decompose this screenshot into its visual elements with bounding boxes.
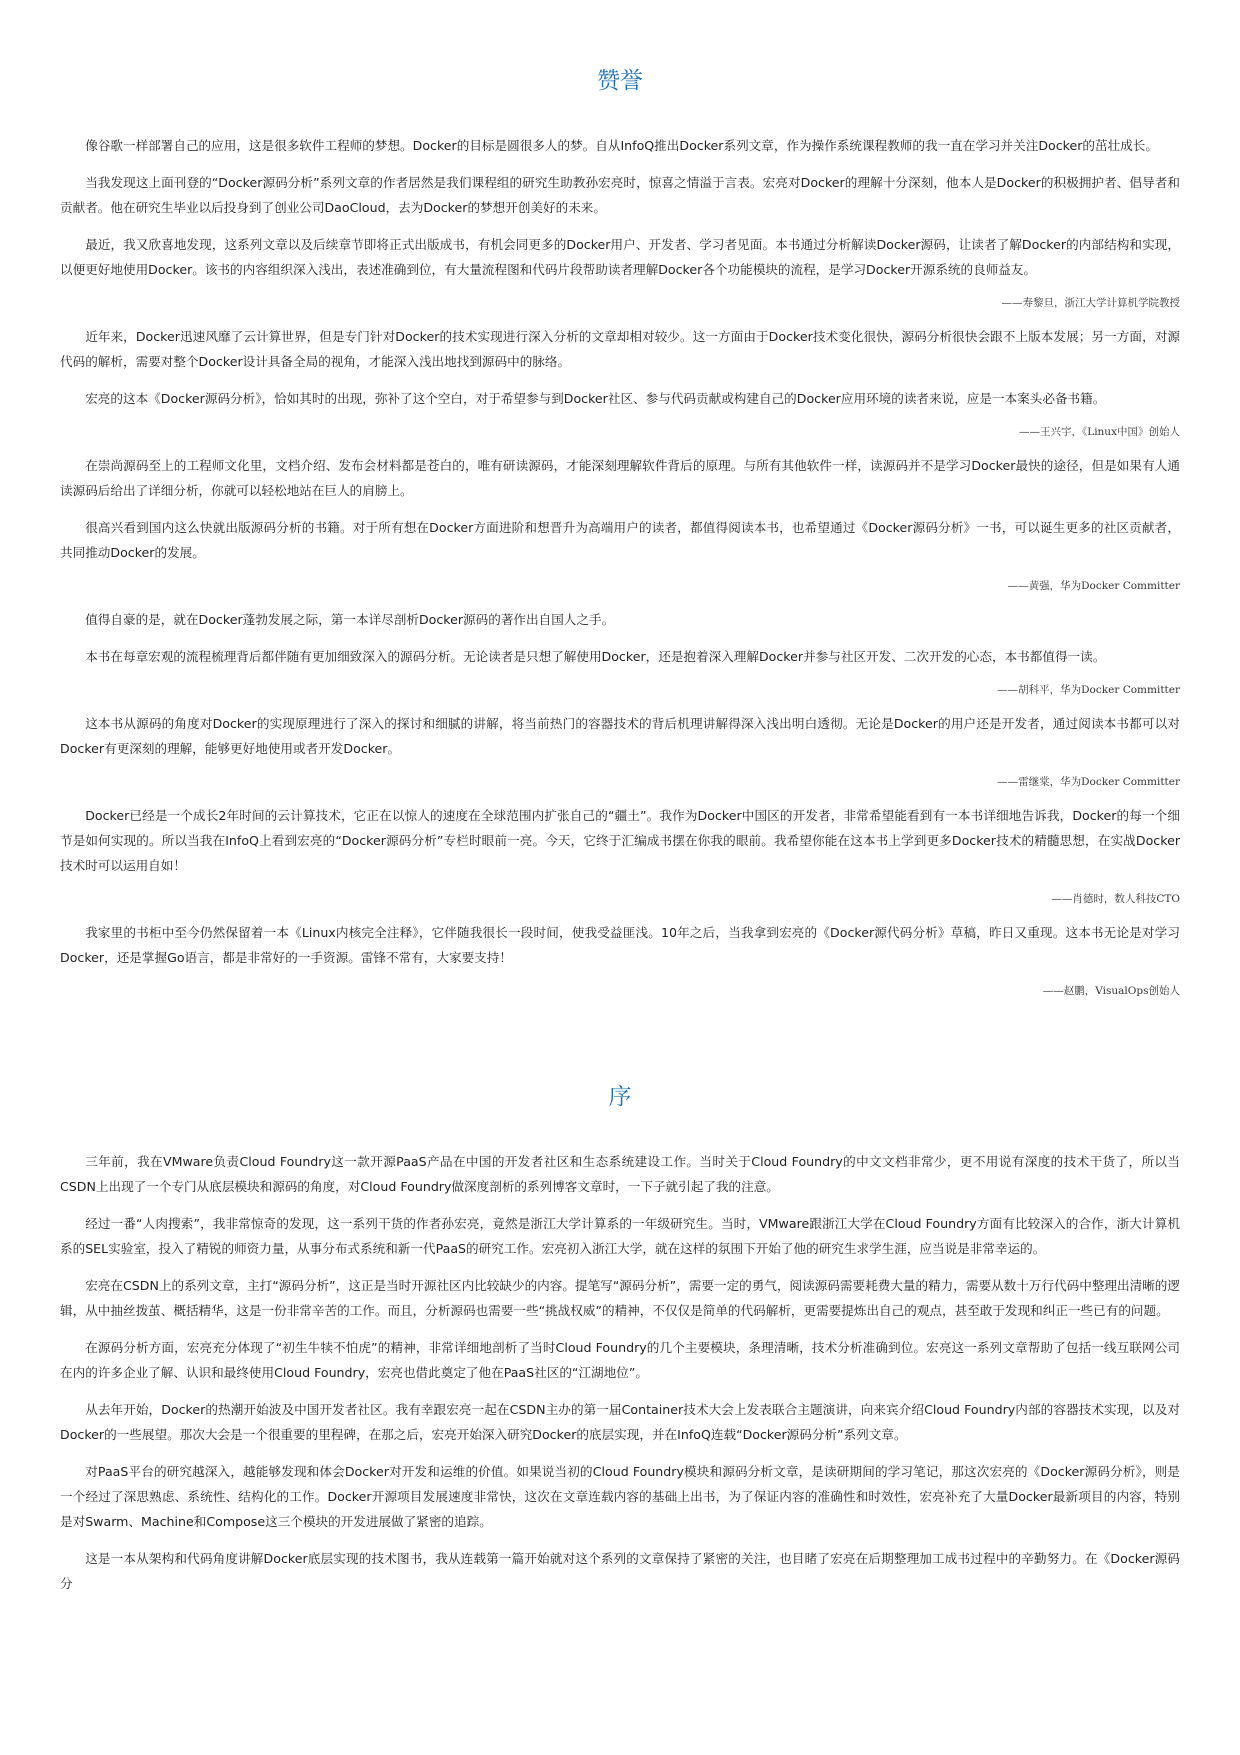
- praise-paragraph: 这本书从源码的角度对Docker的实现原理进行了深入的探讨和细腻的讲解，将当前热门的容器技术的背后机理讲解得深入浅出明白透彻。无论是Docker的用户还是开发者，通过阅读本书都可以对Docker有更深刻的理解，能够更好地使用或者开发Docker。: [60, 716, 1180, 756]
- praise-paragraph: 宏亮的这本《Docker源码分析》，恰如其时的出现，弥补了这个空白，对于希望参与到Docker社区、参与代码贡献或构建自己的Docker应用环境的读者来说，应是一本案头必备书籍。: [85, 391, 1106, 406]
- praise-group-2: [60, 324, 1180, 441]
- praise-group-3: [60, 453, 1180, 595]
- preface-paragraph: 从去年开始，Docker的热潮开始波及中国开发者社区。我有幸跟宏亮一起在CSDN主办的第一届Container技术大会上发表联合主题演讲，向来宾介绍Cloud Foundry内部的容器技术实现，以及对Docker的一些展望。那次大会是一个很重要的里程碑，在那之后，宏亮开始深入研究Docker的底层实现，并在InfoQ连载“Docker源码分析”系列文章。: [60, 1402, 1180, 1442]
- preface-heading: 序: [608, 1084, 632, 1110]
- preface-body: [60, 1149, 1180, 1596]
- praise-paragraph: 在崇尚源码至上的工程师文化里，文档介绍、发布会材料都是苍白的，唯有研读源码，才能深刻理解软件背后的原理。与所有其他软件一样，读源码并不是学习Docker最快的途径，但是如果有人通读源码后给出了详细分析，你就可以轻松地站在巨人的肩膀上。: [60, 458, 1180, 498]
- preface-paragraph: 这是一本从架构和代码角度讲解Docker底层实现的技术图书，我从连载第一篇开始就对这个系列的文章保持了紧密的关注，也目睹了宏亮在后期整理加工成书过程中的辛勤努力。在《Docker源码分: [60, 1551, 1180, 1591]
- praise-paragraph: 本书在每章宏观的流程梳理背后都伴随有更加细致深入的源码分析。无论读者是只想了解使用Docker，还是抱着深入理解Docker并参与社区开发、二次开发的心态，本书都值得一读。: [85, 649, 1106, 664]
- preface-paragraph: 在源码分析方面，宏亮充分体现了“初生牛犊不怕虎”的精神，非常详细地剖析了当时Cloud Foundry的几个主要模块，条理清晰，技术分析准确到位。宏亮这一系列文章帮助了包括一线互联网公司在内的许多企业了解、认识和最终使用Cloud Foundry，宏亮也借此奠定了他在PaaS社区的“江湖地位”。: [60, 1340, 1180, 1380]
- praise-paragraph: Docker已经是一个成长2年时间的云计算技术，它正在以惊人的速度在全球范围内扩张自己的“疆土”。我作为Docker中国区的开发者，非常希望能看到有一本书详细地告诉我，Docker的每一个细节是如何实现的。所以当我在InfoQ上看到宏亮的“Docker源码分析”专栏时眼前一亮。今天，它终于汇编成书摆在你我的眼前。我希望你能在这本书上学到更多Docker技术的精髓思想，在实战Docker技术时可以运用自如！: [60, 808, 1180, 873]
- praise-group-5: [60, 711, 1180, 791]
- praise-paragraph: 很高兴看到国内这么快就出版源码分析的书籍。对于所有想在Docker方面进阶和想晋升为高端用户的读者，都值得阅读本书，也希望通过《Docker源码分析》一书，可以诞生更多的社区贡献者，共同推动Docker的发展。: [60, 520, 1180, 560]
- praise-paragraph: 最近，我又欣喜地发现，这系列文章以及后续章节即将正式出版成书，有机会同更多的Docker用户、开发者、学习者见面。本书通过分析解读Docker源码，让读者了解Docker的内部结构和实现，以便更好地使用Docker。该书的内容组织深入浅出，表述准确到位，有大量流程图和代码片段帮助读者理解Docker各个功能模块的流程，是学习Docker开源系统的良师益友。: [60, 237, 1180, 277]
- document-page: [60, 0, 1180, 1608]
- preface-paragraph: 三年前，我在VMware负责Cloud Foundry这一款开源PaaS产品在中国的开发者社区和生态系统建设工作。当时关于Cloud Foundry的中文文档非常少，更不用说有深度的技术干货了，所以当CSDN上出现了一个专门从底层模块和源码的角度，对Cloud Foundry做深度剖析的系列博客文章时，一下子就引起了我的注意。: [60, 1154, 1180, 1194]
- preface-paragraph: 对PaaS平台的研究越深入，越能够发现和体会Docker对开发和运维的价值。如果说当初的Cloud Foundry模块和源码分析文章，是读研期间的学习笔记，那这次宏亮的《Docker源码分析》，则是一个经过了深思熟虑、系统性、结构化的工作。Docker开源项目发展速度非常快，这次在文章连载内容的基础上出书，为了保证内容的准确性和时效性，宏亮补充了大量Docker最新项目的内容，特别是对Swarm、Machine和Compose这三个模块的开发进展做了紧密的追踪。: [60, 1464, 1180, 1529]
- preface-paragraph: 宏亮在CSDN上的系列文章，主打“源码分析”，这正是当时开源社区内比较缺少的内容。提笔写“源码分析”，需要一定的勇气，阅读源码需要耗费大量的精力，需要从数十万行代码中整理出清晰的逻辑，从中抽丝拨茧、概括精华，这是一份非常辛苦的工作。而且，分析源码也需要一些“挑战权威”的精神，不仅仅是简单的代码解析，更需要提炼出自己的观点，甚至敢于发现和纠正一些已有的问题。: [60, 1278, 1180, 1318]
- praise-signature: ——雷继棠，华为Docker Committer: [997, 776, 1180, 788]
- praise-signature: ——胡科平，华为Docker Committer: [997, 684, 1180, 696]
- praise-paragraph: 像谷歌一样部署自己的应用，这是很多软件工程师的梦想。Docker的目标是圆很多人的梦。自从InfoQ推出Docker系列文章，作为操作系统课程教师的我一直在学习并关注Docker的茁壮成长。: [85, 138, 1158, 153]
- praise-group-1: [60, 133, 1180, 312]
- praise-signature: ——黄强，华为Docker Committer: [1007, 580, 1180, 592]
- praise-group-6: [60, 803, 1180, 908]
- praise-group-4: [60, 607, 1180, 699]
- preface-paragraph: 经过一番“人肉搜索”，我非常惊奇的发现，这一系列干货的作者孙宏亮，竟然是浙江大学计算系的一年级研究生。当时，VMware跟浙江大学在Cloud Foundry方面有比较深入的合作，浙大计算机系的SEL实验室，投入了精锐的师资力量，从事分布式系统和新一代PaaS的研究工作。宏亮初入浙江大学，就在这样的氛围下开始了他的研究生求学生涯，应当说是非常幸运的。: [60, 1216, 1180, 1256]
- praise-paragraph: 近年来，Docker迅速风靡了云计算世界，但是专门针对Docker的技术实现进行深入分析的文章却相对较少。这一方面由于Docker技术变化很快，源码分析很快会跟不上版本发展；另一方面，对源代码的解析，需要对整个Docker设计具备全局的视角，才能深入浅出地找到源码中的脉络。: [60, 329, 1180, 369]
- praise-group-7: [60, 920, 1180, 1000]
- praise-paragraph: 当我发现这上面刊登的“Docker源码分析”系列文章的作者居然是我们课程组的研究生助教孙宏亮时，惊喜之情溢于言表。宏亮对Docker的理解十分深刻，他本人是Docker的积极拥护者、倡导者和贡献者。他在研究生毕业以后投身到了创业公司DaoCloud，去为Docker的梦想开创美好的未来。: [60, 175, 1180, 215]
- praise-paragraph: 我家里的书柜中至今仍然保留着一本《Linux内核完全注释》，它伴随我很长一段时间，使我受益匪浅。10年之后，当我拿到宏亮的《Docker源代码分析》草稿，昨日又重现。这本书无论是对学习Docker，还是掌握Go语言，都是非常好的一手资源。雷锋不常有，大家要支持！: [60, 925, 1180, 965]
- praise-signature: ——寿黎旦，浙江大学计算机学院教授: [1001, 297, 1180, 309]
- praise-signature: ——赵鹏，VisualOps创始人: [1042, 985, 1180, 997]
- praise-signature: ——肖德时，数人科技CTO: [1051, 893, 1180, 905]
- praise-paragraph: 值得自豪的是，就在Docker蓬勃发展之际，第一本详尽剖析Docker源码的著作出自国人之手。: [85, 612, 615, 627]
- praise-heading: 赞誉: [597, 68, 643, 94]
- praise-signature: ——王兴宇，《Linux中国》创始人: [1018, 426, 1180, 438]
